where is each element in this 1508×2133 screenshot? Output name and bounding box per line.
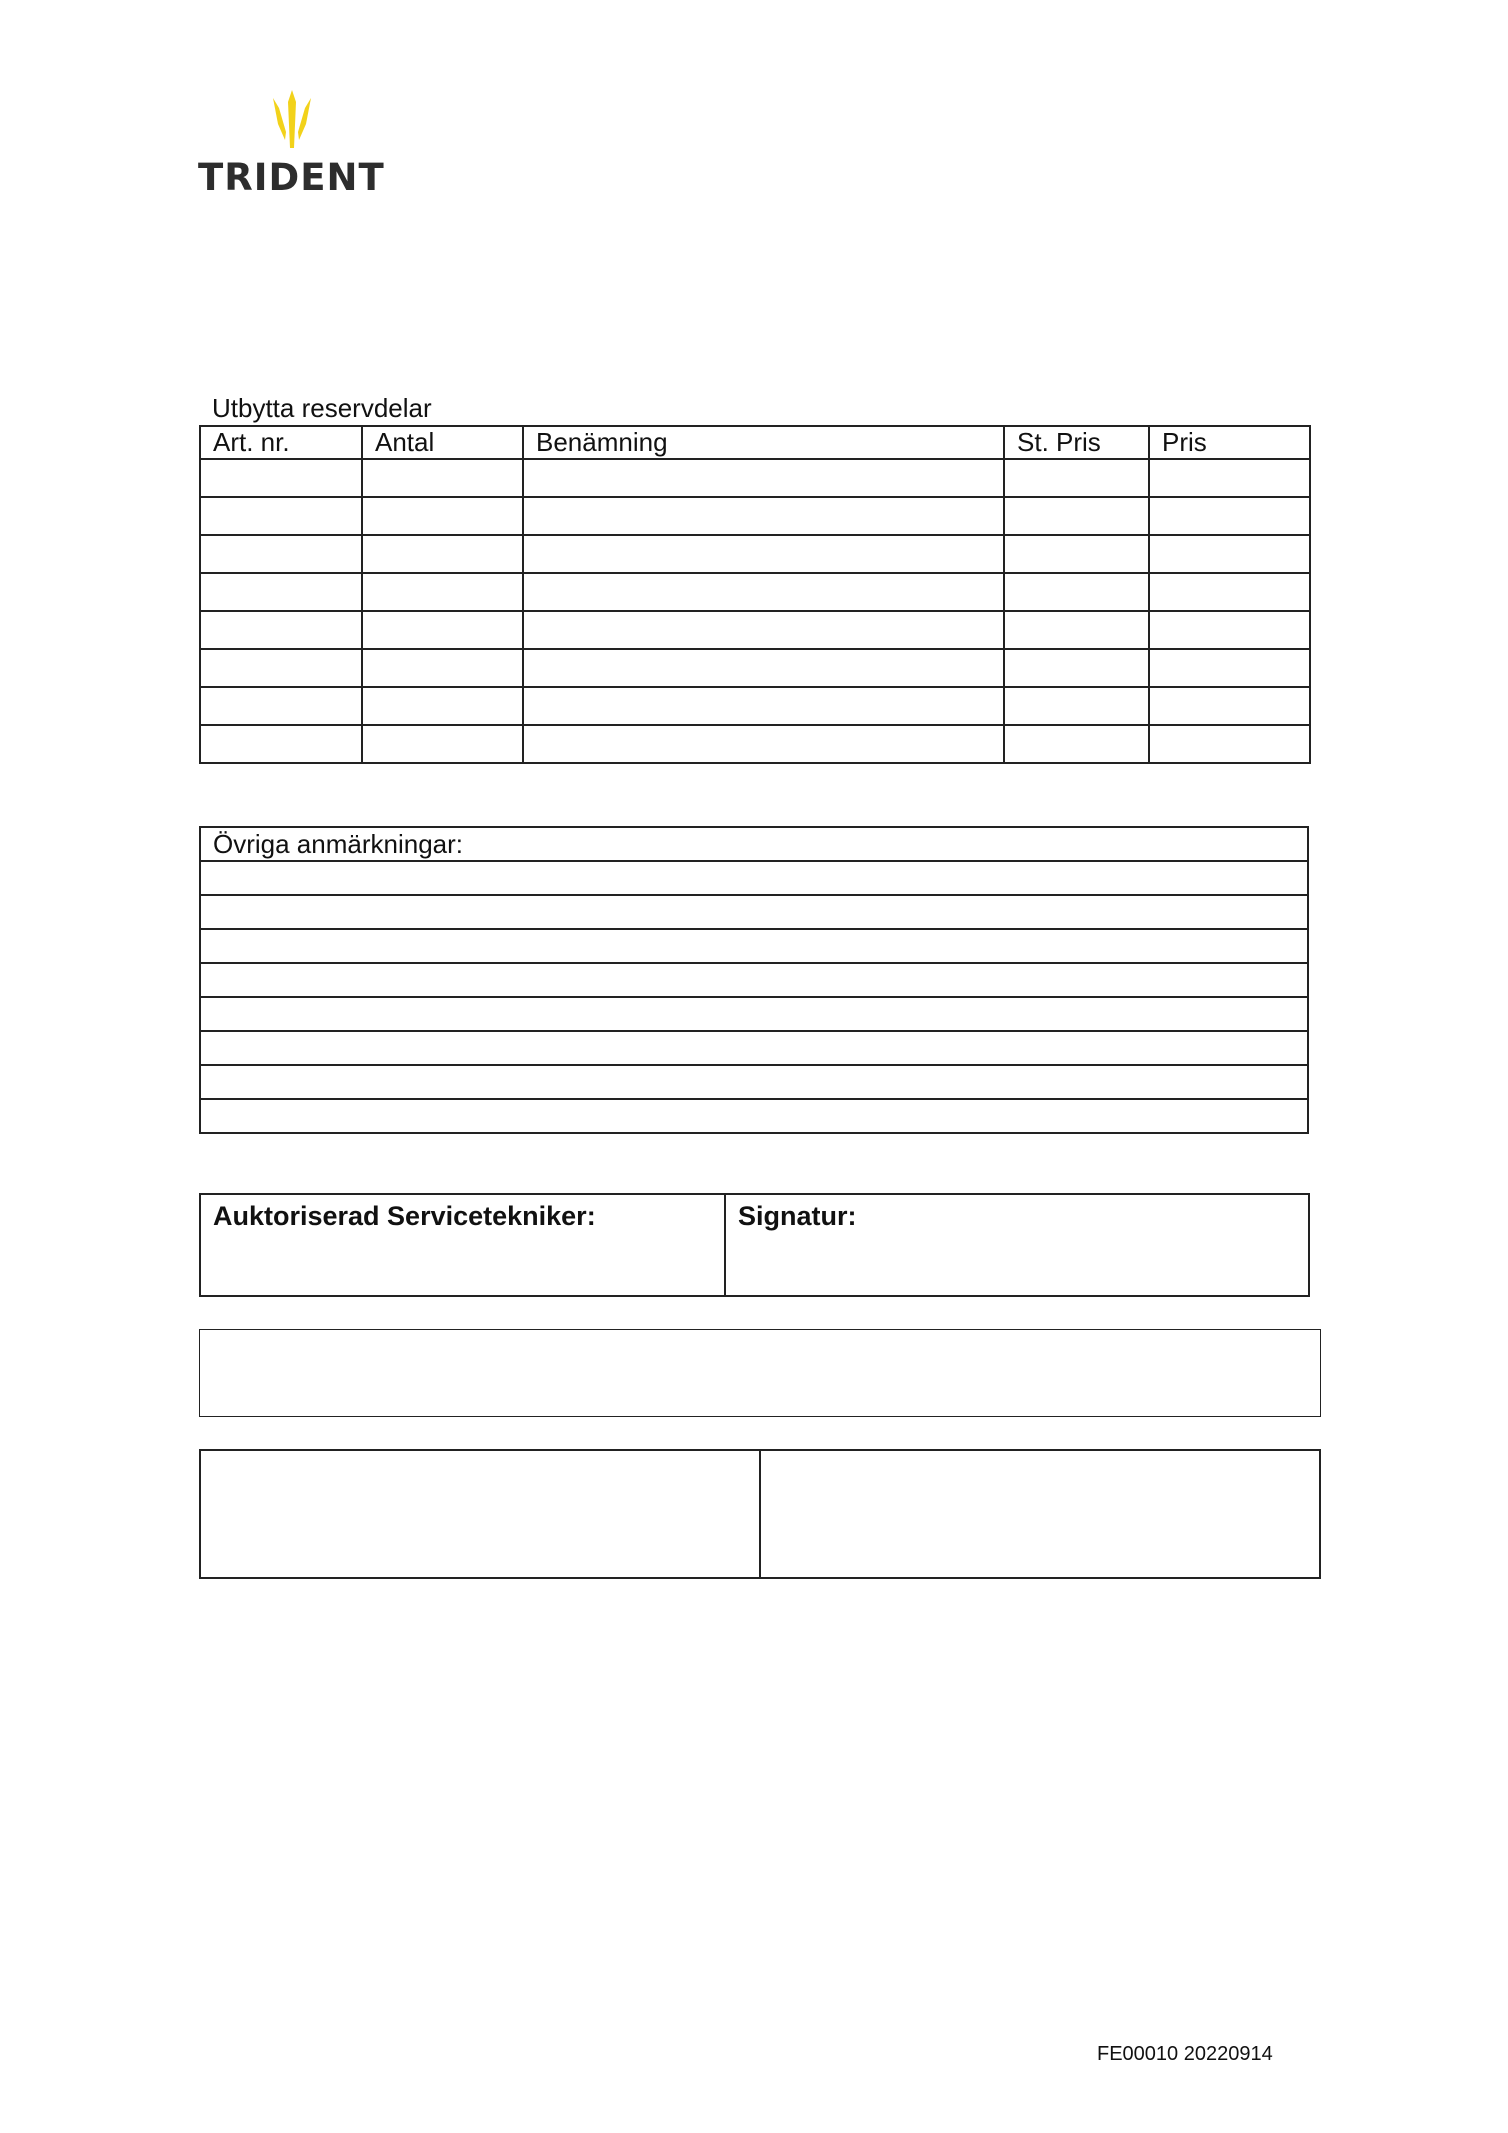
signature-label: Signatur: (738, 1201, 857, 1231)
remarks-line (200, 997, 1308, 1031)
header-art-nr: Art. nr. (200, 426, 362, 459)
table-row (200, 497, 1310, 535)
cell-pris[interactable] (1149, 535, 1310, 573)
cell-st-pris[interactable] (1004, 649, 1149, 687)
cell-benamning[interactable] (523, 535, 1004, 573)
cell-benamning[interactable] (523, 611, 1004, 649)
technician-label: Auktoriserad Servicetekniker: (213, 1201, 596, 1231)
cell-art-nr[interactable] (200, 573, 362, 611)
remarks-line-input[interactable] (200, 861, 1308, 895)
table-row (200, 687, 1310, 725)
technician-field[interactable] (201, 1195, 726, 1295)
table-row (200, 573, 1310, 611)
cell-antal[interactable] (362, 649, 523, 687)
table-row (200, 725, 1310, 763)
blank-split-box (199, 1449, 1321, 1579)
blank-right-field[interactable] (761, 1451, 1319, 1577)
cell-pris[interactable] (1149, 687, 1310, 725)
cell-st-pris[interactable] (1004, 497, 1149, 535)
remarks-line (200, 929, 1308, 963)
header-benamning: Benämning (523, 426, 1004, 459)
table-row (200, 611, 1310, 649)
signature-box (199, 1193, 1310, 1297)
remarks-header-row (200, 827, 1308, 861)
cell-st-pris[interactable] (1004, 573, 1149, 611)
cell-pris[interactable] (1149, 611, 1310, 649)
cell-art-nr[interactable] (200, 535, 362, 573)
cell-art-nr[interactable] (200, 687, 362, 725)
signature-field[interactable] (726, 1195, 1308, 1295)
parts-section-title: Utbytta reservdelar (212, 393, 432, 423)
trident-logo (198, 88, 385, 199)
cell-st-pris[interactable] (1004, 459, 1149, 497)
brand-name: TRIDENT (198, 156, 385, 199)
remarks-line-input[interactable] (200, 1031, 1308, 1065)
header-pris: Pris (1149, 426, 1310, 459)
cell-antal[interactable] (362, 573, 523, 611)
blank-left-field[interactable] (201, 1451, 761, 1577)
trident-emblem-icon (270, 88, 314, 150)
cell-antal[interactable] (362, 725, 523, 763)
cell-antal[interactable] (362, 611, 523, 649)
cell-antal[interactable] (362, 497, 523, 535)
remarks-line (200, 1065, 1308, 1099)
blank-box[interactable] (199, 1329, 1321, 1417)
remarks-line (200, 861, 1308, 895)
cell-pris[interactable] (1149, 497, 1310, 535)
header-antal: Antal (362, 426, 523, 459)
cell-art-nr[interactable] (200, 459, 362, 497)
remarks-line (200, 1099, 1308, 1133)
remarks-line-input[interactable] (200, 1065, 1308, 1099)
table-row (200, 459, 1310, 497)
header-st-pris: St. Pris (1004, 426, 1149, 459)
cell-st-pris[interactable] (1004, 725, 1149, 763)
table-row (200, 535, 1310, 573)
remarks-line (200, 1031, 1308, 1065)
cell-art-nr[interactable] (200, 497, 362, 535)
remarks-line-input[interactable] (200, 997, 1308, 1031)
cell-benamning[interactable] (523, 725, 1004, 763)
remarks-line (200, 963, 1308, 997)
cell-antal[interactable] (362, 687, 523, 725)
remarks-line-input[interactable] (200, 929, 1308, 963)
document-code: FE00010 20220914 (1097, 2043, 1273, 2065)
cell-st-pris[interactable] (1004, 611, 1149, 649)
cell-art-nr[interactable] (200, 611, 362, 649)
cell-benamning[interactable] (523, 459, 1004, 497)
cell-pris[interactable] (1149, 459, 1310, 497)
cell-pris[interactable] (1149, 725, 1310, 763)
cell-st-pris[interactable] (1004, 535, 1149, 573)
cell-art-nr[interactable] (200, 649, 362, 687)
cell-benamning[interactable] (523, 649, 1004, 687)
remarks-line (200, 895, 1308, 929)
parts-table (199, 425, 1311, 764)
cell-st-pris[interactable] (1004, 687, 1149, 725)
cell-pris[interactable] (1149, 573, 1310, 611)
cell-benamning[interactable] (523, 573, 1004, 611)
cell-antal[interactable] (362, 535, 523, 573)
remarks-line-input[interactable] (200, 1099, 1308, 1133)
cell-benamning[interactable] (523, 497, 1004, 535)
cell-antal[interactable] (362, 459, 523, 497)
cell-benamning[interactable] (523, 687, 1004, 725)
cell-art-nr[interactable] (200, 725, 362, 763)
remarks-line-input[interactable] (200, 895, 1308, 929)
remarks-table (199, 826, 1309, 1134)
remarks-title: Övriga anmärkningar: (200, 827, 1308, 861)
remarks-line-input[interactable] (200, 963, 1308, 997)
cell-pris[interactable] (1149, 649, 1310, 687)
parts-header-row (200, 426, 1310, 459)
table-row (200, 649, 1310, 687)
